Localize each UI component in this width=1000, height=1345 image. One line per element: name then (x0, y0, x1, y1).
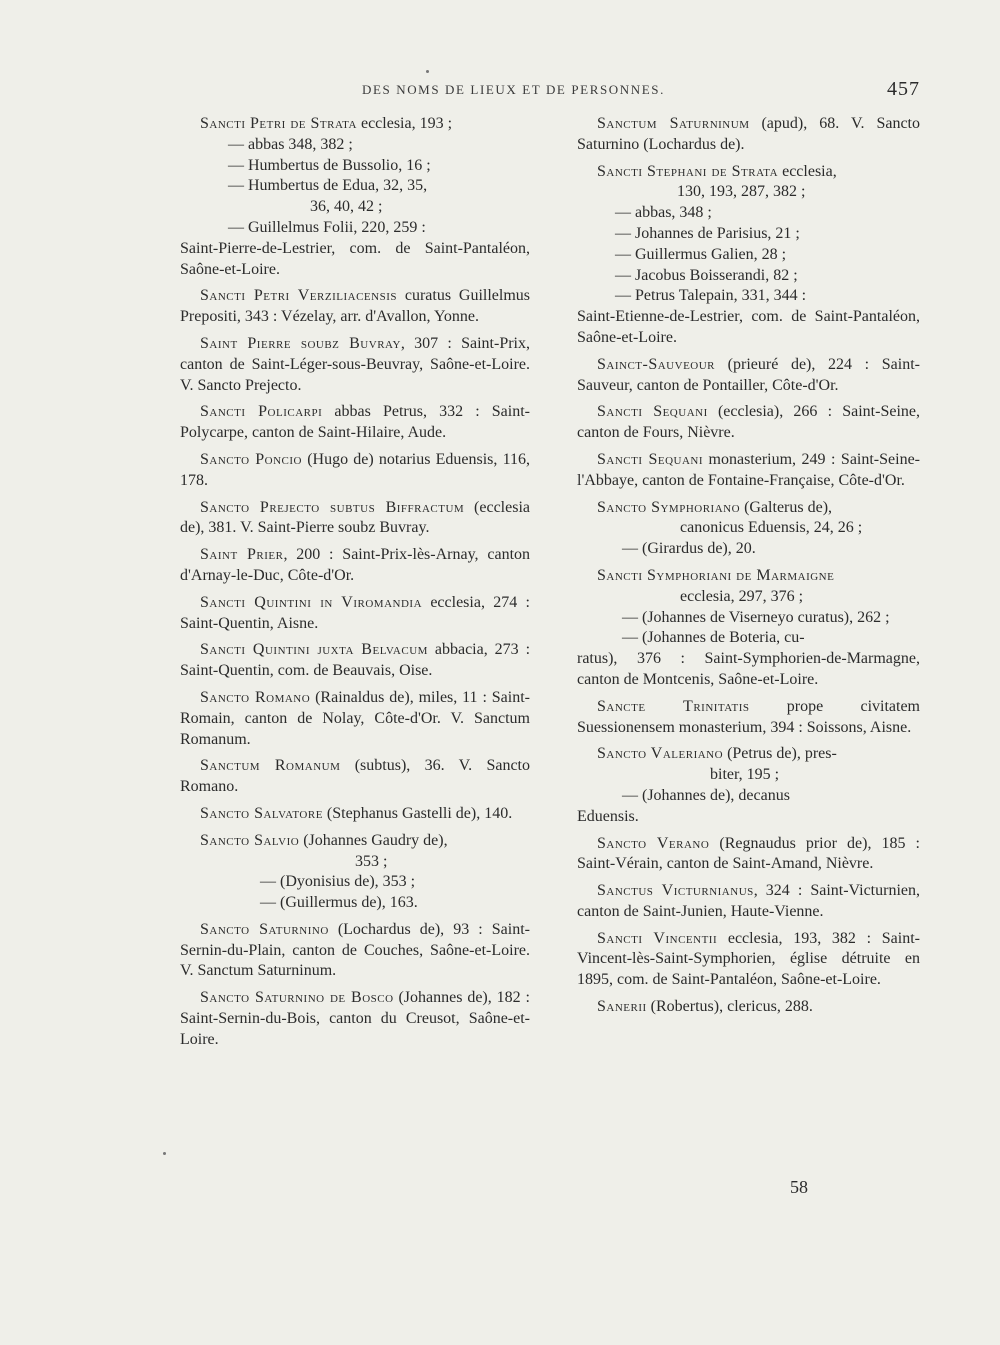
entry-continuation: Saint-Pierre-de-Lestrier, com. de Saint-Pantaléon, Saône-et-Loire. (180, 239, 530, 278)
index-entry (577, 566, 920, 587)
index-entry (577, 697, 920, 739)
running-head: DES NOMS DE LIEUX ET DE PERSONNES. (362, 82, 665, 97)
sub-entry: — Johannes de Parisius, 21 ; (615, 224, 800, 242)
entry-text: curatus Guillelmus Prepositi, 343 : Vézelay, arr. d'Avallon, Yonne. (180, 287, 530, 326)
entry-head: Sancti Sequani (597, 403, 708, 421)
entry-head: Sancti Sequani (597, 450, 704, 468)
page-header (180, 80, 920, 104)
entry-text: (Galterus de), (740, 498, 833, 516)
index-entry (577, 834, 920, 876)
entry-head: Sancti Petri de Strata (200, 115, 357, 132)
entry-head: Sancto Salvatore (200, 804, 323, 822)
entry-text: (Lochardus de), 93 : Saint-Sernin-du-Plain, canton de Couches, Saône-et-Loire. V. Sanctum Saturninum. (180, 920, 530, 980)
entry-text: ecclesia, 274 : Saint-Quentin, Aisne. (180, 593, 530, 632)
entry-text: (Johannes Gaudry de), (299, 831, 448, 849)
entry-text: ecclesia, 193, 382 : Saint-Vincent-lès-Saint-Symphorien, église détruite en 1895, com. de Saint-Pantaléon, Saône-et-Loire. (577, 929, 920, 989)
sub-entry: 36, 40, 42 ; (310, 198, 383, 216)
print-speck (163, 1152, 166, 1155)
entry-head: Sanctum Romanum (200, 757, 341, 775)
entry-head: Saint Prier (200, 546, 284, 564)
index-entry (180, 988, 530, 1050)
index-entry (577, 498, 920, 519)
index-entry (180, 756, 530, 798)
entry-head: Sancto Saturnino de Bosco (200, 989, 394, 1007)
entry-head: Sancto Valeriano (597, 745, 724, 763)
index-entry (180, 804, 530, 825)
sub-entry: — (Girardus de), 20. (622, 540, 756, 558)
index-entry (180, 688, 530, 750)
sub-entry: — Petrus Talepain, 331, 344 : (615, 287, 807, 305)
index-entry (180, 114, 530, 135)
entry-head: Sancti Symphoriani de Marmaigne (597, 566, 835, 584)
index-entry (180, 920, 530, 982)
entry-text: (Robertus), clericus, 288. (646, 998, 813, 1016)
sub-entry: — (Johannes de Viserneyo curatus), 262 ; (622, 608, 890, 626)
index-entry (180, 545, 530, 587)
entry-continuation: Eduensis. (577, 807, 639, 825)
sub-entry: — Humbertus de Bussolio, 16 ; (228, 156, 431, 174)
sub-entry: canonicus Eduensis, 24, 26 ; (680, 519, 863, 537)
sub-entry: — (Johannes de Boteria, cu- (622, 629, 805, 647)
entry-head: Sancti Quintini in Viromandia (200, 593, 423, 611)
entry-text: ecclesia, 193 ; (356, 115, 453, 132)
entry-head: Sancto Saturnino (200, 920, 329, 938)
entry-head: Sainct-Sauveour (597, 355, 716, 373)
entry-text: , 307 : Saint-Prix, canton de Saint-Léger-sous-Beuvray, Saône-et-Loire. V. Sancto Prejecto. (180, 334, 530, 394)
entry-text: (Johannes de), 182 : Saint-Sernin-du-Bois, canton du Creusot, Saône-et-Loire. (180, 989, 530, 1048)
sub-entry: biter, 195 ; (710, 766, 780, 784)
entry-head: Sancti Quintini juxta Belvacum (200, 641, 428, 659)
entry-text: (Stephanus Gastelli de), 140. (322, 804, 513, 822)
sub-entry: 130, 193, 287, 382 ; (677, 183, 806, 201)
page-number: 457 (887, 78, 920, 100)
entry-text: abbacia, 273 : Saint-Quentin, com. de Beauvais, Oise. (180, 641, 531, 680)
entry-text: (ecclesia), 266 : Saint-Seine, canton de Fours, Nièvre. (577, 403, 920, 442)
sub-entry: — Humbertus de Edua, 32, 35, (228, 177, 428, 195)
index-entry (180, 593, 530, 635)
index-entry (180, 402, 530, 444)
entry-head: Sancte Trinitatis (597, 697, 750, 715)
entry-head: Sancti Policarpi (200, 403, 323, 421)
index-entry (577, 450, 920, 492)
entry-head: Sancto Romano (200, 688, 311, 706)
entry-text: abbas Petrus, 332 : Saint-Polycarpe, canton de Saint-Hilaire, Aude. (180, 403, 530, 442)
index-entry (577, 162, 920, 183)
entry-text: (Rainaldus de), miles, 11 : Saint-Romain, canton de Nolay, Côte-d'Or. V. Sanctum Romanum. (180, 688, 530, 748)
sub-entry: — Guillelmus Folii, 220, 259 : (228, 218, 426, 236)
entry-text: (Hugo de) notarius Eduensis, 116, 178. (180, 450, 530, 489)
entry-text: ecclesia, (778, 162, 837, 180)
entry-head: Sancto Prejecto subtus Biffractum (200, 498, 465, 516)
index-entry (180, 640, 530, 682)
print-speck (426, 70, 429, 73)
index-entry (180, 334, 530, 396)
sub-entry: — (Johannes de), decanus (622, 786, 790, 804)
entry-head: Sancti Vincentii (597, 929, 718, 947)
entry-head: Sanerii (597, 998, 647, 1016)
entry-head: Sancti Stephani de Strata (597, 162, 779, 180)
index-entry (577, 744, 920, 765)
entry-head: Saint Pierre soubz Buvray (200, 334, 401, 352)
entry-head: Sancto Symphoriano (597, 498, 741, 516)
sub-entry: — (Dyonisius de), 353 ; (260, 873, 416, 891)
index-entry (577, 114, 920, 156)
index-entry (577, 929, 920, 991)
right-column (577, 114, 920, 1024)
index-entry (180, 831, 530, 852)
entry-text: (Regnaudus prior de), 185 : Saint-Vérain, canton de Saint-Amand, Nièvre. (577, 834, 921, 873)
entry-head: Sancti Petri Verziliacensis (200, 287, 397, 305)
index-entry (577, 402, 920, 444)
entry-head: Sancto Salvio (200, 831, 300, 849)
entry-continuation: Saint-Etienne-de-Lestrier, com. de Saint-Pantaléon, Saône-et-Loire. (577, 308, 920, 346)
sub-entry: — (Guillermus de), 163. (260, 894, 418, 912)
sub-entry: — Guillermus Galien, 28 ; (615, 245, 787, 263)
signature-mark: 58 (790, 1177, 808, 1197)
left-column (180, 114, 530, 1057)
entry-text: monasterium, 249 : Saint-Seine-l'Abbaye, canton de Fontaine-Française, Côte-d'Or. (577, 450, 921, 489)
entry-continuation: ratus), 376 : Saint-Symphorien-de-Marmagne, canton de Montcenis, Saône-et-Loire. (577, 650, 920, 688)
sub-entry: 353 ; (355, 852, 388, 870)
entry-text: , 200 : Saint-Prix-lès-Arnay, canton d'Arnay-le-Duc, Côte-d'Or. (180, 546, 531, 584)
index-entry (577, 997, 920, 1018)
index-entry (180, 450, 530, 492)
entry-text: , 324 : Saint-Victurnien, canton de Saint-Junien, Haute-Vienne. (577, 882, 920, 920)
entry-head: Sanctum Saturninum (597, 115, 750, 132)
entry-text: prope civitatem Suessionensem monasterium, 394 : Soissons, Aisne. (577, 697, 921, 736)
index-entry (577, 881, 920, 923)
entry-text: (apud), 68. V. Sancto Saturnino (Lochardus de). (577, 115, 920, 153)
sub-entry: — Jacobus Boisserandi, 82 ; (615, 266, 798, 284)
sub-entry: — abbas 348, 382 ; (228, 135, 353, 153)
index-entry (180, 286, 530, 328)
entry-head: Sancto Poncio (200, 450, 303, 468)
entry-text: (prieuré de), 224 : Saint-Sauveur, canton de Pontailler, Côte-d'Or. (577, 355, 920, 394)
sub-entry: ecclesia, 297, 376 ; (680, 587, 804, 605)
entry-text: (subtus), 36. V. Sancto Romano. (180, 757, 530, 796)
entry-head: Sancto Verano (597, 834, 710, 852)
index-entry (577, 355, 920, 397)
index-entry (180, 498, 530, 540)
entry-head: Sanctus Victurnianus (597, 882, 754, 900)
sub-entry: — abbas, 348 ; (615, 204, 712, 222)
entry-text: (ecclesia de), 381. V. Saint-Pierre soubz Buvray. (180, 498, 531, 537)
entry-text: (Petrus de), pres- (723, 745, 837, 763)
